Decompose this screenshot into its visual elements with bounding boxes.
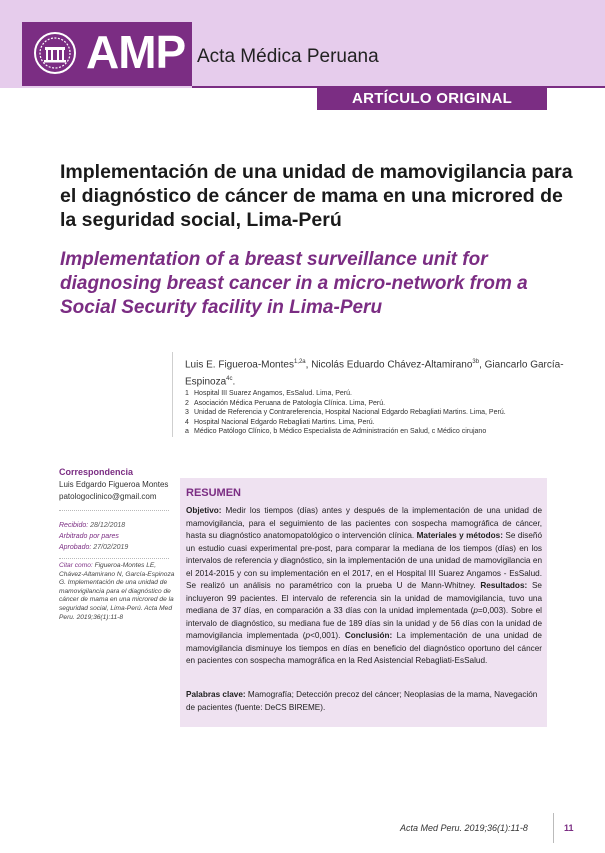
correspondence-name: Luis Edgardo Figueroa Montes <box>59 480 169 489</box>
author-separator: , <box>479 359 485 371</box>
abstract-resultados: =0,003). Sobre el intervalo de diagnóstico, su mediana fue de 189 días sin la unidad y de 56 días con la unidad de mamovigilancia implementada ( <box>186 606 543 640</box>
author-name: Giancarlo García-Espinoza <box>185 359 564 388</box>
affiliation-item <box>185 399 585 409</box>
affiliation-number: 3 <box>185 409 189 416</box>
p-value-symbol: p <box>305 631 311 640</box>
author-name: Nicolás Eduardo Chávez-Altamirano <box>311 359 473 371</box>
approved-value: 27/02/2019 <box>93 544 129 551</box>
affiliation-list <box>185 389 585 437</box>
approved-date <box>59 543 128 553</box>
correspondence-email[interactable]: patologoclinico@gmail.com <box>59 492 157 501</box>
affiliation-text: Asociación Médica Peruana de Patología Clínica. Lima, Perú. <box>194 399 386 407</box>
p-value-symbol: p <box>473 606 478 615</box>
authors-divider <box>172 352 173 437</box>
abstract-resultados: Se incluyeron 99 pacientes. El intervalo de referencia sin la unidad de mamovigilancia, tuvo una mediana de 37 días, en comparación a 33 días con la unidad implementada ( <box>186 581 542 615</box>
keywords-label: Palabras clave: <box>186 690 246 699</box>
abstract-metodos: Se diseñó un estudio cuasi experimental pre-post, para comparar la mediana de los tiempos (días) en los intervalos de referencia y diagnóstico, sin la implementación de una unidad de mamovigilancia en el 2014-2015 y con su implementación en el 2017, en el Hospital III Suarez Angamos - EsSalud. Se realizó un análisis no paramétrico con la prueba U de Mann-Whitney. <box>186 531 542 590</box>
correspondence-heading: Correspondencia <box>59 467 134 477</box>
keywords-text: Mamografía; Detección precoz del cáncer; Neoplasias de la mama, Navegación de pacientes (fuente: DeCS BIREME). <box>186 690 538 712</box>
received-label: Recibido: <box>59 522 89 529</box>
affiliation-text: Médico Patólogo Clínico, b Médico Especialista de Administración en Salud, c Médico cirujano <box>194 428 487 435</box>
abstract-objetivo: Medir los tiempos (días) antes y después de la implementación de una unidad de mamovigilancia, para el seguimiento de las pacientes con sospecha mamográfica de cáncer, hasta su diagnóstico anatomopatológico o intervención clínica. <box>186 506 543 540</box>
abstract-label-metodos: Materiales y métodos: <box>416 531 503 540</box>
abstract-body <box>186 505 542 668</box>
author-affiliation-mark: 4c <box>226 376 233 383</box>
approved-label: Aprobado: <box>59 544 92 551</box>
affiliation-item <box>185 389 585 399</box>
received-date <box>59 521 125 531</box>
citation-label: Citar como: <box>59 562 93 569</box>
citation-text: Figueroa-Montes LE, Chávez-Altamirano N, García-Espinoza G. Implementación de una unidad de mamovigilancia para el diagnóstico de cáncer de mama en una microred de la seguridad social, Lima-Perú. Acta Med Peru. 2019;36(1):11-8 <box>59 562 175 621</box>
citation-block <box>59 562 177 622</box>
abstract-label-resultados: Resultados: <box>480 581 528 590</box>
footer-divider <box>553 813 554 843</box>
affiliation-number: a <box>185 428 189 435</box>
affiliation-number: 4 <box>185 418 189 426</box>
peer-review-note: Arbitrado por pares <box>59 533 119 540</box>
affiliation-number: 2 <box>185 399 189 407</box>
article-title-spanish: Implementación de una unidad de mamovigilancia para el diagnóstico de cáncer de mama en una microred de la seguridad social, Lima-Perú <box>60 161 573 231</box>
logo-emblem-icon <box>33 31 77 75</box>
affiliation-text: Hospital III Suarez Angamos, EsSalud. Lima, Perú. <box>194 390 352 397</box>
author-affiliation-mark: 1,2a <box>293 359 306 365</box>
author-name: Luis E. Figueroa-Montes <box>185 359 294 371</box>
affiliation-item <box>185 418 585 428</box>
article-title-english: Implementation of a breast surveillance unit for diagnosing breast cancer in a micro-network from a Social Security facility in Lima-Peru <box>60 249 528 318</box>
affiliation-text: Unidad de Referencia y Contrareferencia, Hospital Nacional Edgardo Rebagliati Martins. Lima, Perú. <box>194 409 506 416</box>
affiliation-number: 1 <box>185 390 189 397</box>
affiliation-text: Hospital Nacional Edgardo Rebagliati Martins. Lima, Perú. <box>194 418 375 426</box>
author-list <box>185 355 585 390</box>
logo-text: AMP <box>86 26 186 78</box>
affiliation-item <box>185 408 585 418</box>
journal-name: Acta Médica Peruana <box>197 46 379 67</box>
sidebar-divider <box>59 510 169 511</box>
author-separator: . <box>232 376 236 388</box>
section-badge: ARTÍCULO ORIGINAL <box>317 88 547 110</box>
footer-citation: Acta Med Peru. 2019;36(1):11-8 <box>400 823 528 833</box>
abstract-label-conclusion: Conclusión: <box>344 631 393 640</box>
author-separator: , <box>305 359 312 371</box>
abstract-conclusion: La implementación de una unidad de mamovigilancia disminuye los tiempos en días en beneficio del diagnóstico oportuno del cáncer en pacientes con sospecha mamográfica en la Red Asistencial Rebagliati-EsSalud. <box>186 631 542 665</box>
abstract-heading: RESUMEN <box>186 487 242 499</box>
abstract-keywords <box>186 689 542 714</box>
received-value: 28/12/2018 <box>90 522 126 529</box>
affiliation-item <box>185 427 585 437</box>
author-affiliation-mark: 3b <box>472 359 480 365</box>
page-number: 11 <box>564 823 574 833</box>
abstract-label-objetivo: Objetivo: <box>186 506 222 515</box>
sidebar-divider <box>59 558 169 559</box>
abstract-resultados: <0,001). <box>310 631 341 640</box>
